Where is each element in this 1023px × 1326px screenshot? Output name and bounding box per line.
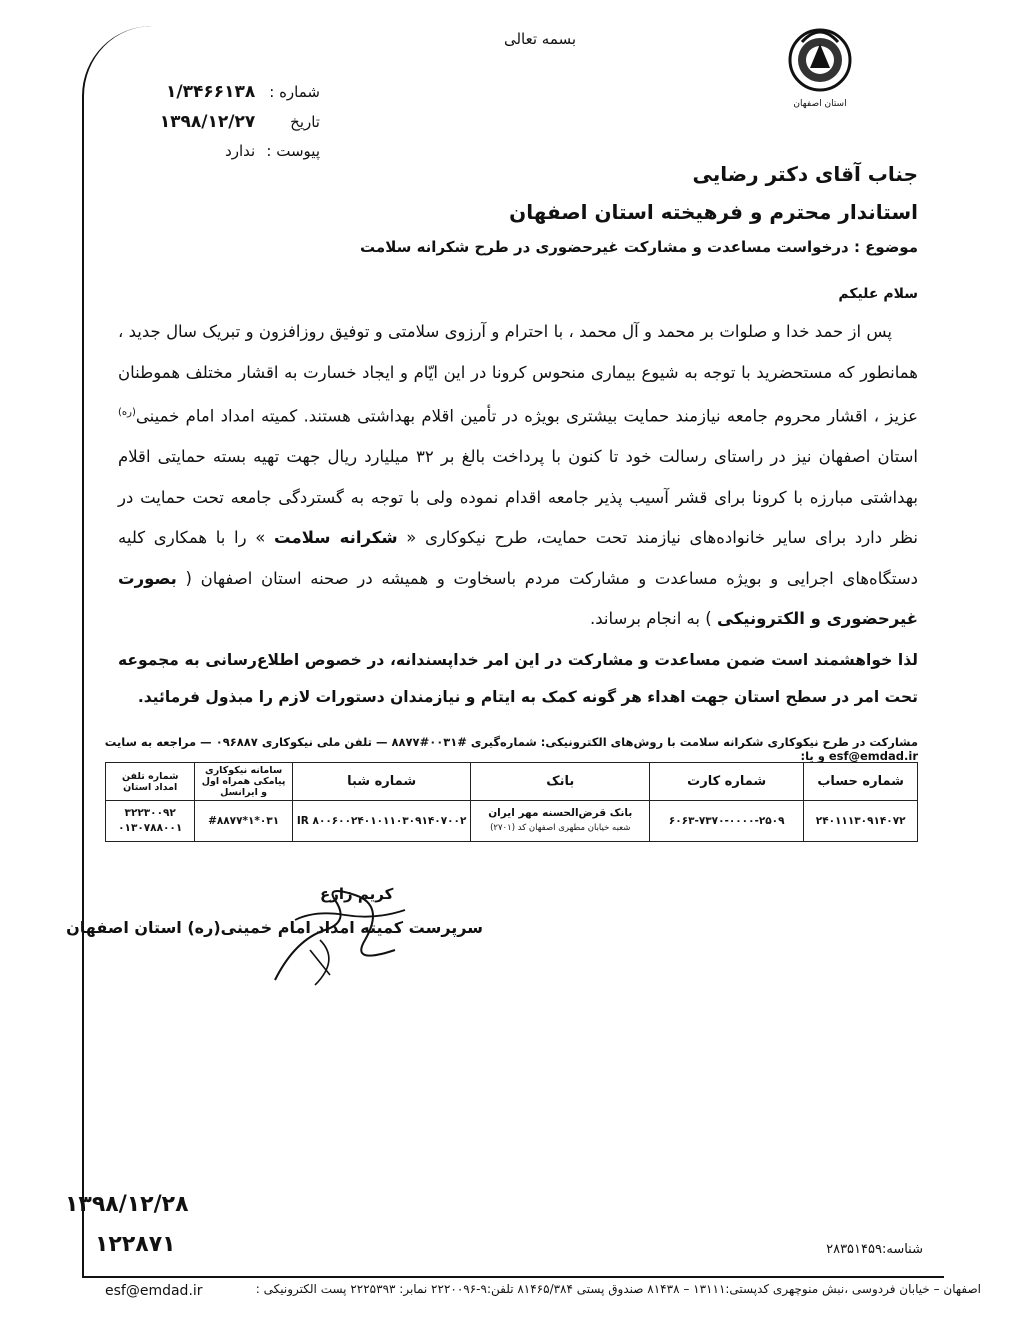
- number-label: شماره :: [269, 83, 320, 101]
- header-sheba: شماره شبا: [292, 763, 471, 801]
- bank-name: بانک قرض‌الحسنه مهر ایران: [488, 807, 633, 819]
- header-sms: سامانه نیکوکاری پیامکی همراه اول و ایرانسل: [195, 763, 292, 801]
- signatory-title: سرپرست کمیته امداد امام خمینی(ره) استان اصفهان: [66, 918, 483, 937]
- footer-email: esf@emdad.ir: [105, 1283, 203, 1299]
- number-row: [150, 82, 320, 102]
- logo-caption: استان اصفهان: [793, 99, 847, 109]
- body-part-4: ) به انجام برساند.: [589, 609, 717, 628]
- rah-mark: (ره): [118, 407, 136, 418]
- closing-paragraph: لذا خواهشمند است ضمن مساعدت و مشارکت در این امر خداپسندانه، در خصوص اطلاع‌رسانی به مجموعه تحت امر در سطح استان جهت اهداء هر گونه کمک به ایتام و نیازمندان دستورات لازم را مبذول فرمائید.: [118, 651, 918, 706]
- body-part-1: پس از حمد خدا و صلوات بر محمد و آل محمد ، با احترام و آرزوی سلامتی و توفیق روزافزون و تبریک سال جدید ، همانطور که مستحضرید با توجه به شیوع بیماری منحوس کرونا در این ایّام و ایجاد خسارت به اقشار مختلف هموطنان عزیز ، اقشار محروم جامعه نیازمند حمایت بیشتری بویژه در تأمین اقلام بهداشتی هستند. کمیته امداد امام خمینی: [118, 322, 918, 426]
- body-part-3: » را با همکاری کلیه دستگاه‌های اجرایی و بویژه مساعدت و مشارکت مردم باسخاوت و همیشه در صحنه استان اصفهان (: [118, 528, 918, 588]
- footer-address: اصفهان – خیابان فردوسی ،نبش منوچهری کدپستی:۱۳۱۱۱ – ۸۱۴۳۸ صندوق پستی ۸۱۴۶۵/۳۸۴ تلفن:۹-۲۲۲۰۰۹۶ نمابر: ۲۲۲۵۳۹۳ پست الکترونیکی :: [255, 1282, 981, 1296]
- received-number-stamp: ۱۲۲۸۷۱: [95, 1232, 176, 1257]
- signatory-name: کریم زارع: [320, 885, 394, 903]
- body-part-2: استان اصفهان نیز در راستای رسالت خود تا کنون با پرداخت بالغ بر ۳۲ میلیارد ریال جهت تهیه بسته حمایتی اقلام بهداشتی مبارزه با کرونا برای قشر آسیب پذیر جامعه اقدام نموده ولی با توجه به گستردگی جامعه تحت حمایت در نظر دارد برای سایر خانواده‌های نیازمند تحت حمایت، طرح نیکوکاری «: [118, 447, 919, 547]
- attachment-label: پیوست :: [266, 142, 320, 160]
- account-number: ۲۴۰۱۱۱۳۰۹۱۴۰۷۲: [804, 801, 918, 842]
- card-number: ۶۰۶۳-۷۳۷۰-۰۰۰۰-۲۵۰۹: [650, 801, 804, 842]
- subject-line: موضوع : درخواست مساعدت و مشارکت غیرحضوری در طرح شکرانه سلامت: [360, 238, 918, 256]
- phone-cell: [106, 801, 195, 842]
- phone-2: ۰۱۳۰۷۸۸۰۰۱: [118, 822, 183, 834]
- sheba-number: IR ۸۰۰۶۰۰۲۴۰۱۰۱۱۰۳۰۹۱۴۰۷۰۰۲: [292, 801, 471, 842]
- phone-1: ۳۲۲۳۰۰۹۲: [124, 807, 176, 819]
- document-id: شناسه:۲۸۳۵۱۴۵۹: [826, 1242, 923, 1257]
- sms-code: #۸۸۷۷*۱*۰۳۱: [195, 801, 292, 842]
- greeting: سلام علیکم: [838, 286, 918, 302]
- attachment-value: ندارد: [225, 142, 256, 160]
- number-value: ۱/۳۴۶۶۱۳۸: [166, 82, 256, 102]
- table-header-row: [106, 763, 918, 801]
- attachment-row: [150, 142, 320, 160]
- date-row: [150, 112, 320, 132]
- table-row: [106, 801, 918, 842]
- received-date-stamp: ۱۳۹۸/۱۲/۲۸: [65, 1192, 189, 1217]
- header-account: شماره حساب: [804, 763, 918, 801]
- header-bank: بانک: [471, 763, 650, 801]
- letter-body: [118, 312, 918, 640]
- bank-cell: [471, 801, 650, 842]
- donation-accounts-table: [105, 762, 918, 842]
- header-card: شماره کارت: [650, 763, 804, 801]
- campaign-name: شکرانه سلامت: [274, 528, 398, 547]
- participation-mode: بصورت غیرحضوری و الکترونیکی: [118, 568, 918, 628]
- bank-branch: شعبه خیابان مطهری اصفهان کد (۲۷۰۱): [490, 823, 631, 833]
- addressee-name: جناب آقای دکتر رضایی: [692, 162, 918, 186]
- basmala: بسمه تعالی: [503, 30, 577, 48]
- emdad-logo-icon: [780, 22, 860, 112]
- date-label: تاریخ: [290, 113, 320, 131]
- header-phone: شماره تلفن امداد استان: [106, 763, 195, 801]
- participation-note: مشارکت در طرح نیکوکاری شکرانه سلامت با روش‌های الکترونیکی: شماره‌گیری #۰۰۳۱#۸۸۷۷ — تلفن ملی نیکوکاری ۰۹۶۸۸۷ — مراجعه به سایت esf@emdad.ir و یا:: [104, 735, 918, 763]
- addressee-title: استاندار محترم و فرهیخته استان اصفهان: [509, 200, 918, 224]
- date-value: ۱۳۹۸/۱۲/۲۷: [159, 112, 256, 132]
